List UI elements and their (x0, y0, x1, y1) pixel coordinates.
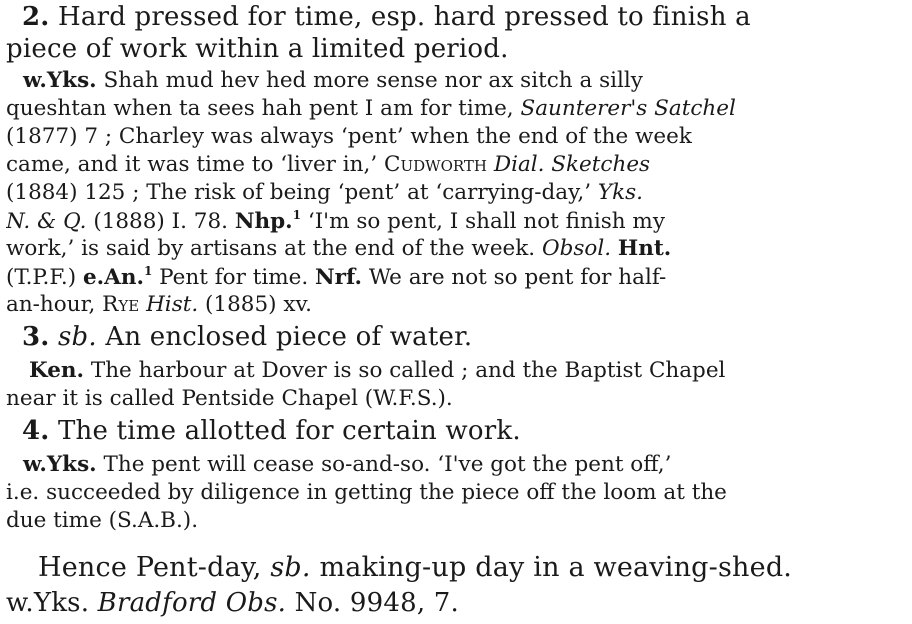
citation-text: an-hour, (6, 292, 96, 317)
sense-2-definition-part-1: Hard pressed for time, esp. hard pressed to finish a (58, 2, 751, 32)
sense-2-heading-line-1 (6, 2, 908, 32)
sense-4-number: 4. (22, 416, 50, 446)
citation-text: No. 9948, 7. (294, 588, 459, 618)
region-label: Ken. (29, 358, 85, 383)
sense-3-heading (6, 322, 908, 352)
sense-3-definition: An enclosed piece of water. (105, 322, 473, 352)
citation-text: came, and it was time to ‘liver in,’ (6, 152, 378, 177)
citation-line (6, 264, 908, 290)
compound-heading (6, 552, 908, 583)
citation-text: (1885) xv. (205, 292, 312, 317)
sense-2-number: 2. (22, 2, 50, 32)
citation-text: ‘I'm so pent, I shall not finish my (307, 209, 665, 234)
hence-word: Hence (38, 552, 128, 583)
sense-4-definition: The time allotted for certain work. (58, 416, 521, 446)
part-of-speech: sb. (270, 552, 311, 583)
source-title: Saunterer's Satchel (520, 96, 736, 121)
citation-line (6, 208, 908, 234)
region-label: w.Yks. (23, 68, 97, 93)
region-label: w.Yks. (23, 452, 97, 477)
citation-text: (1884) 125 ; The risk of being ‘pent’ at ‘carrying-day,’ (6, 180, 592, 205)
citation-text: Shah mud hev hed more sense nor ax sitch a silly (103, 68, 643, 93)
citation-text: (1888) I. 78. (93, 209, 228, 234)
region-label: w.Yks. (6, 588, 90, 618)
citation-line: near it is called Pentside Chapel (W.F.S.). (6, 386, 453, 411)
region-label: e.An.$^1$ (82, 264, 153, 290)
sense-2-heading-line-2: piece of work within a limited period. (6, 34, 509, 64)
citation-line (6, 68, 908, 93)
region-label: Nhp.$^1$ (234, 208, 302, 234)
source-title: Bradford Obs. (97, 588, 287, 618)
source-title: N. & Q. (6, 209, 87, 234)
citation-line: due time (S.A.B.). (6, 508, 199, 533)
citation-line (6, 292, 908, 317)
part-of-speech: sb. (58, 322, 97, 352)
citation-line: i.e. succeeded by diligence in getting the piece off the loom at the (6, 480, 727, 505)
citation-line (6, 358, 908, 383)
sense-3-number: 3. (22, 322, 50, 352)
citation-text: work,’ is said by artisans at the end of the week. (6, 236, 536, 261)
source-code: (T.P.F.) (6, 265, 77, 290)
citation-line (6, 96, 908, 121)
region-label: Nrf. (315, 265, 362, 290)
citation-text: The pent will cease so-and-so. ‘I've got the pent off,’ (103, 452, 672, 477)
citation-text: Pent for time. (159, 265, 309, 290)
citation-line (6, 152, 908, 177)
compound-headword: Pent-day, (135, 552, 262, 583)
author-name: Cudworth (384, 152, 487, 177)
source-title: Yks. (597, 180, 644, 205)
source-title: Hist. (146, 292, 199, 317)
citation-text: The harbour at Dover is so called ; and the Baptist Chapel (90, 358, 726, 383)
source-title: Dial. Sketches (493, 152, 651, 177)
citation-line (6, 452, 908, 477)
author-name: Rye (102, 292, 140, 317)
usage-note: Obsol. (542, 236, 612, 261)
citation-line: (1877) 7 ; Charley was always ‘pent’ when the end of the week (6, 124, 692, 149)
citation-text: We are not so pent for half- (368, 265, 667, 290)
compound-definition: making-up day in a weaving-shed. (319, 552, 793, 583)
region-label: Hnt. (617, 236, 672, 261)
citation-line (6, 236, 908, 261)
citation-line (6, 180, 908, 205)
sense-4-heading (6, 416, 908, 446)
compound-citation (6, 588, 908, 618)
citation-text: queshtan when ta sees hah pent I am for time, (6, 96, 514, 121)
